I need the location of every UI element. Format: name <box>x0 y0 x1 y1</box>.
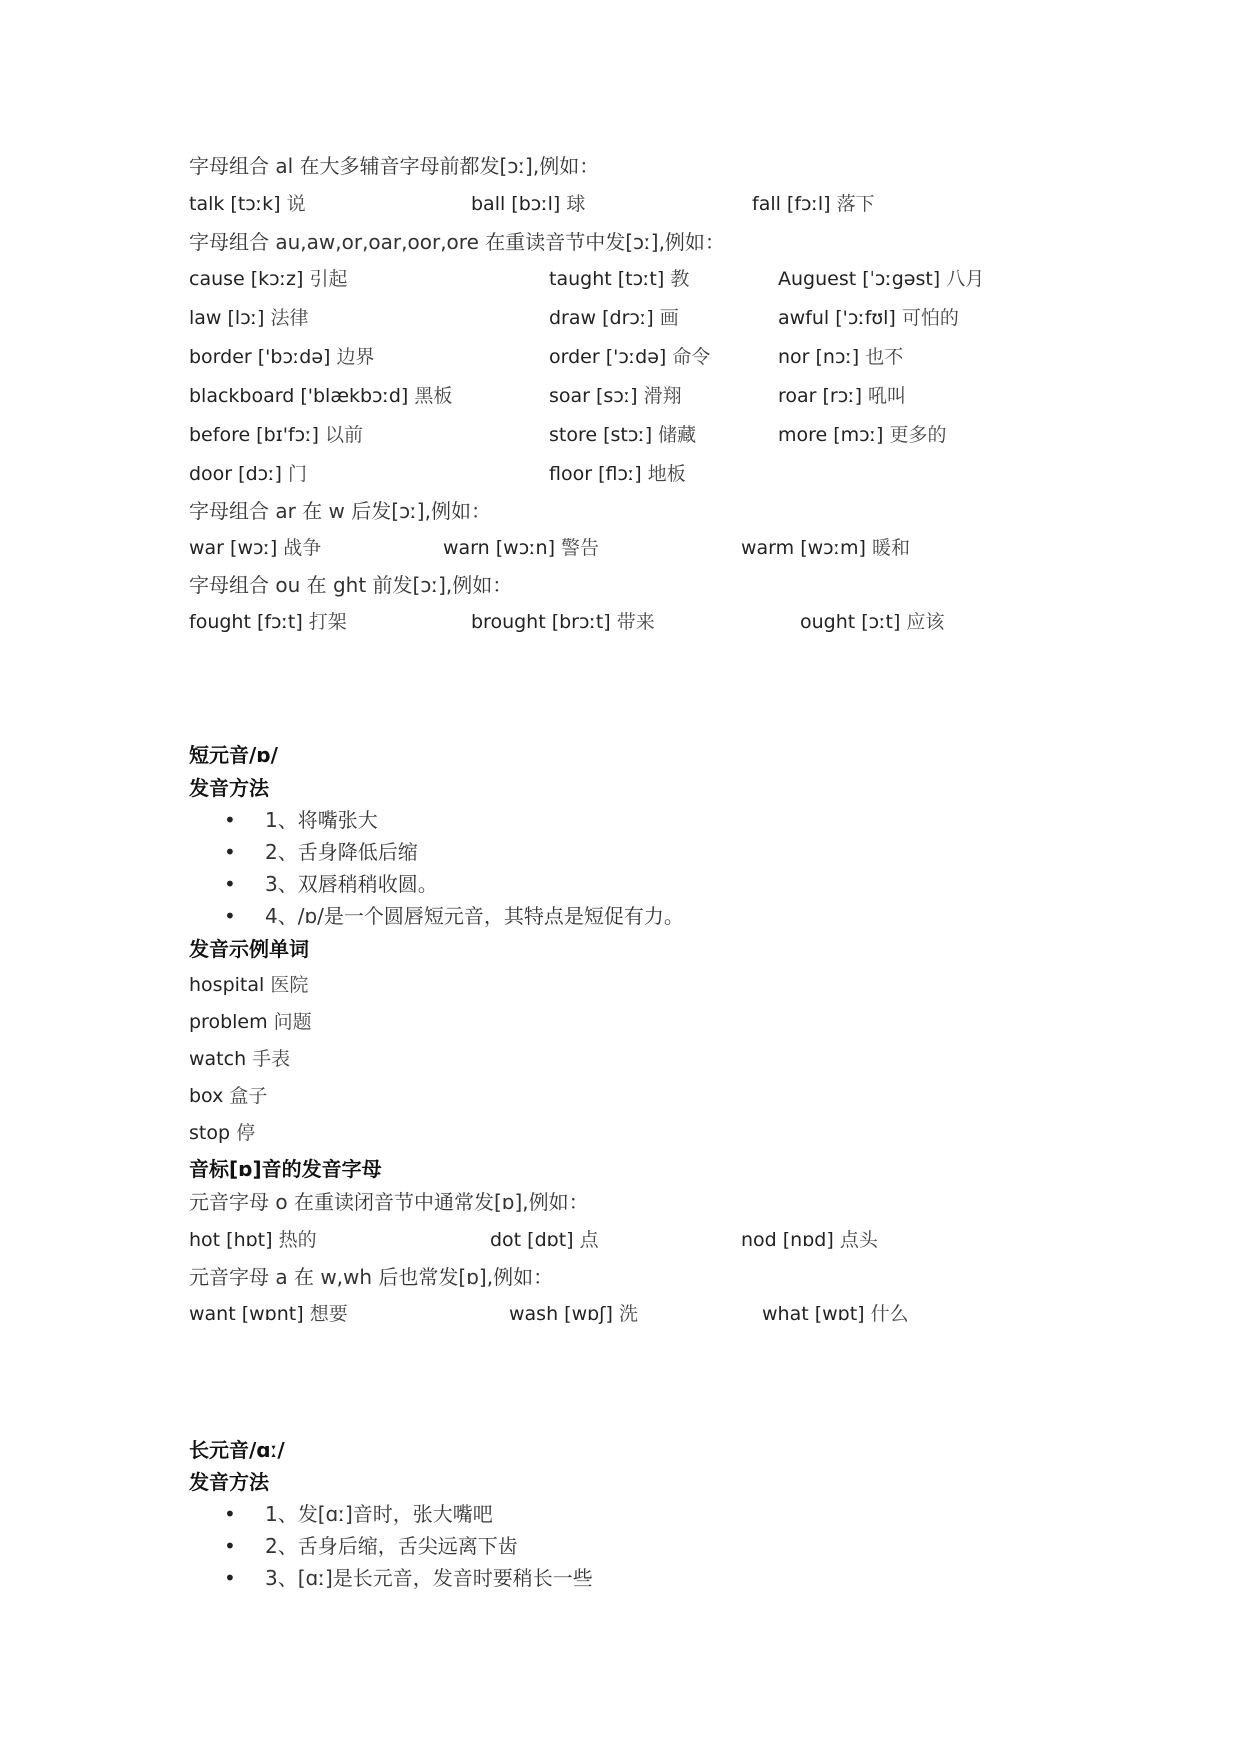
word-cell: border ['bɔːdə] 边界 <box>189 346 375 368</box>
examples-heading: 发音示例单词 <box>189 937 309 961</box>
word-warn: warn [wɔːn] 警告 <box>443 537 600 559</box>
bullet-icon: • <box>224 1502 236 1526</box>
method-item: 2、舌身后缩，舌尖远离下齿 <box>265 1534 518 1558</box>
bullet-icon: • <box>224 872 236 896</box>
method-item: 3、双唇稍稍收圆。 <box>265 872 438 896</box>
word-cell: soar [sɔː] 滑翔 <box>549 385 682 407</box>
bullet-icon: • <box>224 840 236 864</box>
bullet-icon: • <box>224 1534 236 1558</box>
word-cell: taught [tɔːt] 教 <box>549 268 690 290</box>
method-item: 4、/ɒ/是一个圆唇短元音，其特点是短促有力。 <box>265 904 684 928</box>
rule-ou: 字母组合 ou 在 ght 前发[ɔː],例如： <box>189 573 513 597</box>
word-ought: ought [ɔːt] 应该 <box>800 611 945 633</box>
word-nod: nod [nɒd] 点头 <box>741 1229 878 1251</box>
word-warm: warm [wɔːm] 暖和 <box>741 537 910 559</box>
word-cell: more [mɔː] 更多的 <box>778 424 947 446</box>
word-war: war [wɔː] 战争 <box>189 537 322 559</box>
word-fought: fought [fɔːt] 打架 <box>189 611 347 633</box>
bullet-icon: • <box>224 808 236 832</box>
word-dot: dot [dɒt] 点 <box>490 1229 599 1251</box>
word-what: what [wɒt] 什么 <box>762 1303 909 1325</box>
bullet-icon: • <box>224 1566 236 1590</box>
word-cell: before [bɪ'fɔː] 以前 <box>189 424 363 446</box>
word-hot: hot [hɒt] 热的 <box>189 1229 317 1251</box>
example-word: box 盒子 <box>189 1085 268 1107</box>
section-title-short-o: 短元音/ɒ/ <box>189 743 278 767</box>
example-word: watch 手表 <box>189 1048 291 1070</box>
word-cell: awful ['ɔːfʊl] 可怕的 <box>778 307 959 329</box>
rule-au: 字母组合 au,aw,or,oar,oor,ore 在重读音节中发[ɔː],例如： <box>189 230 725 254</box>
word-talk: talk [tɔːk] 说 <box>189 193 306 215</box>
word-fall: fall [fɔːl] 落下 <box>752 193 875 215</box>
word-cell: order ['ɔːdə] 命令 <box>549 346 711 368</box>
rule-al: 字母组合 al 在大多辅音字母前都发[ɔː],例如： <box>189 154 600 178</box>
word-cell: nor [nɔː] 也不 <box>778 346 904 368</box>
word-cell: Auguest [ˈɔːgəst] 八月 <box>778 268 985 290</box>
example-word: problem 问题 <box>189 1011 312 1033</box>
rule-o: 元音字母 o 在重读闭音节中通常发[ɒ],例如： <box>189 1190 589 1214</box>
word-ball: ball [bɔːl] 球 <box>471 193 586 215</box>
method-item: 1、发[ɑː]音时，张大嘴吧 <box>265 1502 493 1526</box>
word-cell: draw [drɔː] 画 <box>549 307 679 329</box>
word-cell: door [dɔː] 门 <box>189 463 307 485</box>
bullet-icon: • <box>224 904 236 928</box>
word-cell: roar [rɔː] 吼叫 <box>778 385 907 407</box>
word-cell: store [stɔː] 储藏 <box>549 424 697 446</box>
word-want: want [wɒnt] 想要 <box>189 1303 348 1325</box>
rule-a: 元音字母 a 在 w,wh 后也常发[ɒ],例如： <box>189 1265 554 1289</box>
method-item: 1、将嘴张大 <box>265 808 378 832</box>
letters-heading: 音标[ɒ]音的发音字母 <box>189 1157 382 1181</box>
method-item: 3、[ɑː]是长元音，发音时要稍长一些 <box>265 1566 593 1590</box>
example-word: stop 停 <box>189 1122 256 1144</box>
section-title-long-a: 长元音/ɑː/ <box>189 1438 285 1462</box>
word-cell: floor [flɔː] 地板 <box>549 463 686 485</box>
method-heading: 发音方法 <box>189 776 269 800</box>
word-wash: wash [wɒʃ] 洗 <box>509 1303 639 1325</box>
method-item: 2、舌身降低后缩 <box>265 840 418 864</box>
word-cell: blackboard ['blækbɔːd] 黑板 <box>189 385 453 407</box>
example-word: hospital 医院 <box>189 974 309 996</box>
rule-ar: 字母组合 ar 在 w 后发[ɔː],例如： <box>189 499 491 523</box>
method-heading: 发音方法 <box>189 1470 269 1494</box>
word-cell: law [lɔː] 法律 <box>189 307 309 329</box>
word-cell: cause [kɔːz] 引起 <box>189 268 348 290</box>
word-brought: brought [brɔːt] 带来 <box>471 611 655 633</box>
